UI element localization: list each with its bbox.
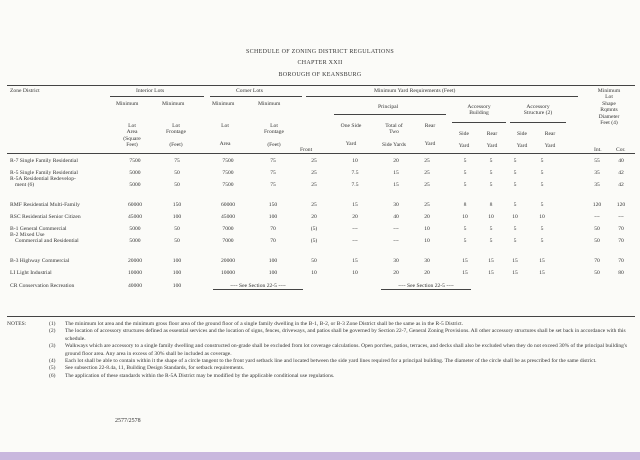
- table-cell: 100: [172, 283, 182, 289]
- header-min-lot-shape: Minimum Lot Shape Rqmnts Diameter Feet (4): [597, 88, 621, 127]
- table-cell: 15: [512, 270, 518, 276]
- table-cell: 25: [311, 158, 317, 164]
- table-cell: 25: [424, 170, 430, 176]
- table-cell: 7500: [222, 182, 234, 188]
- table-cell: 15: [352, 202, 358, 208]
- table-cell: 100: [268, 214, 278, 220]
- table-cell: 5: [540, 170, 544, 176]
- table-cell: 75: [270, 170, 276, 176]
- table-cell: 50: [174, 182, 180, 188]
- table-cell: 55: [594, 158, 600, 164]
- header-front: Front: [300, 147, 313, 153]
- table-cell: 70: [618, 226, 624, 232]
- table-cell: 70: [270, 226, 276, 232]
- note-3: (3) Walkways which are accessory to a single family dwelling and constructed on-grade shall be excluded from lot coverage calculations. Open porches, patios, terraces, and decks shall also be excluded when they do not exceed 30% of the principal building's ground floor area. Any area in excess of 30% shall be included as coverage.: [49, 343, 627, 357]
- table-cell: 10: [512, 214, 518, 220]
- table-cell: 75: [174, 158, 180, 164]
- table-cell: 20: [424, 270, 430, 276]
- table-cell: 100: [268, 258, 278, 264]
- table-cell: ---- See Section 22-5 ----: [381, 283, 471, 290]
- table-cell: ---: [594, 214, 600, 220]
- table-cell: 5: [489, 226, 493, 232]
- table-cell: 80: [618, 270, 624, 276]
- table-cell: 10: [424, 238, 430, 244]
- acc-building-underline: [452, 122, 506, 123]
- note-4: (4) Each lot shall be able to contain within it the shape of a circle tangent to the front yard setback line and located between the side yard lines required for a principal building. The diameter of the circle shall be as prescribed for the same district.: [49, 358, 597, 365]
- table-cell: 5: [489, 158, 493, 164]
- header-cl-minimum-frontage: Minimum: [258, 101, 281, 107]
- table-cell: 15: [539, 258, 545, 264]
- min-yard-underline: [306, 96, 578, 97]
- table-cell: 5: [513, 226, 517, 232]
- chapter-title: CHAPTER XXII: [297, 60, 343, 66]
- table-cell: 20000: [128, 258, 142, 264]
- table-cell: 10: [488, 214, 494, 220]
- header-il-minimum-frontage: Minimum: [162, 101, 185, 107]
- table-cell: 120: [616, 202, 626, 208]
- table-cell: 50: [311, 258, 317, 264]
- table-cell: 5000: [129, 182, 141, 188]
- table-cell: 20: [352, 214, 358, 220]
- table-cell: 75: [270, 182, 276, 188]
- header-interior-lots: Interior Lots: [136, 88, 165, 94]
- header-accessory-building: Accessory Building: [467, 104, 491, 117]
- table-cell: 5: [540, 238, 544, 244]
- table-cell: 15: [488, 258, 494, 264]
- table-cell: ---- See Section 22-5 ----: [213, 283, 303, 290]
- table-cell: 5: [513, 202, 517, 208]
- table-cell: 7500: [222, 158, 234, 164]
- zone-district-name: B-3 Highway Commercial: [10, 258, 70, 264]
- header-total-two-side-yards: Total of Two Side Yards: [382, 123, 406, 148]
- zone-district-name: B-2 Mixed Use Commercial and Residential: [10, 232, 79, 245]
- table-cell: 5: [463, 182, 467, 188]
- table-cell: ---: [352, 238, 358, 244]
- table-cell: 10: [424, 226, 430, 232]
- table-cell: 5: [489, 238, 493, 244]
- header-as-rear-yard: Rear Yard: [544, 131, 556, 150]
- zone-district-name: R-5A Residential Redevelop- ment (6): [10, 176, 76, 189]
- table-cell: 7.5: [351, 182, 359, 188]
- table-cell: 7.5: [351, 170, 359, 176]
- header-zone-district: Zone District: [10, 88, 40, 94]
- zone-district-name: CR Conservation Recreation: [10, 283, 75, 289]
- table-cell: 20: [393, 270, 399, 276]
- header-corner-lots: Corner Lots: [236, 88, 263, 94]
- table-cell: 150: [268, 202, 278, 208]
- table-cell: 45000: [221, 214, 235, 220]
- table-cell: 15: [539, 270, 545, 276]
- table-cell: 15: [393, 182, 399, 188]
- table-cell: (5): [310, 238, 318, 244]
- table-cell: 5000: [129, 170, 141, 176]
- table-cell: 100: [268, 270, 278, 276]
- table-cell: 5: [513, 158, 517, 164]
- table-cell: 10: [462, 214, 468, 220]
- table-cell: 15: [488, 270, 494, 276]
- table-cell: 50: [174, 238, 180, 244]
- table-bottom-rule: [7, 316, 635, 317]
- table-cell: 20000: [221, 258, 235, 264]
- table-cell: 5: [540, 226, 544, 232]
- table-cell: 30: [393, 202, 399, 208]
- table-cell: 5: [513, 182, 517, 188]
- table-cell: 100: [172, 214, 182, 220]
- table-cell: 25: [424, 182, 430, 188]
- table-cell: 15: [462, 270, 468, 276]
- zone-district-name: R-5 Single Family Residential: [10, 170, 78, 176]
- table-cell: 5: [463, 158, 467, 164]
- table-cell: 10000: [221, 270, 235, 276]
- table-cell: 40000: [128, 283, 142, 289]
- header-principal-rear-yard: Rear Yard: [424, 123, 436, 148]
- header-cl-minimum-area: Minimum: [212, 101, 235, 107]
- zone-district-name: R-7 Single Family Residential: [10, 158, 78, 164]
- table-cell: 100: [172, 270, 182, 276]
- table-cell: 40: [618, 158, 624, 164]
- table-cell: 5: [463, 170, 467, 176]
- table-cell: 8: [489, 202, 493, 208]
- table-cell: 120: [592, 202, 602, 208]
- table-cell: 45000: [128, 214, 142, 220]
- header-one-side-yard: One Side Yard: [340, 123, 362, 148]
- table-cell: 50: [174, 226, 180, 232]
- table-cell: 7000: [222, 226, 234, 232]
- top-rule: [7, 85, 635, 86]
- corner-lots-underline: [210, 96, 302, 97]
- table-cell: ---: [393, 226, 399, 232]
- note-1: NOTES: (1) The minimum lot area and the minimum gross floor area of the ground floor of a single family dwelling in the B-1, B-2, or B-3 Zone District shall be the same as in the R-5 District.: [7, 321, 464, 327]
- table-cell: 100: [172, 258, 182, 264]
- header-il-lot-area: Lot Area (Square Feet): [123, 123, 141, 149]
- table-cell: ---: [393, 238, 399, 244]
- table-cell: 70: [618, 258, 624, 264]
- zone-district-name: RMF Residential Multi-Family: [10, 202, 80, 208]
- acc-struct-underline: [510, 122, 566, 123]
- notes-label: NOTES:: [7, 321, 27, 327]
- interior-lots-underline: [110, 96, 204, 97]
- table-cell: ---: [618, 214, 624, 220]
- table-cell: 7500: [129, 158, 141, 164]
- table-cell: 5: [489, 170, 493, 176]
- zone-district-name: RSC Residential Senior Citizen: [10, 214, 81, 220]
- header-cl-lot-area: Lot Area: [219, 123, 231, 148]
- header-accessory-structure: Accessory Structure (2): [523, 104, 553, 117]
- table-cell: 40: [393, 214, 399, 220]
- table-cell: 50: [594, 238, 600, 244]
- header-bottom-rule: [7, 153, 635, 154]
- note-2: (2) The location of accessory structures defined as essential services and the location of signs, fences, driveways, and patios shall be governed by Section 22-7, General Zoning Provisions. All other accessory structures shall be set back in accordance with this schedule.: [49, 328, 626, 342]
- header-min-yard: Minimum Yard Requirements (Feet): [374, 88, 456, 94]
- header-cl-lot-frontage: Lot Frontage (Feet): [264, 123, 284, 148]
- note-5: (5) See subsection 22-8.4a, 11, Building Design Standards, for setback requirements.: [49, 365, 245, 372]
- notes-section: [7, 321, 635, 380]
- table-cell: 10: [311, 270, 317, 276]
- table-cell: 75: [270, 158, 276, 164]
- table-cell: 10: [352, 158, 358, 164]
- table-cell: 25: [424, 158, 430, 164]
- table-cell: 15: [512, 258, 518, 264]
- header-il-lot-frontage: Lot Frontage (Feet): [166, 123, 186, 148]
- table-cell: 20: [311, 214, 317, 220]
- table-cell: (5): [310, 226, 318, 232]
- table-cell: 5: [513, 170, 517, 176]
- table-cell: 25: [311, 170, 317, 176]
- table-cell: 5: [540, 158, 544, 164]
- table-cell: 150: [172, 202, 182, 208]
- table-cell: 10: [539, 214, 545, 220]
- table-cell: 10: [352, 270, 358, 276]
- header-as-side-yard: Side Yard: [516, 131, 528, 150]
- table-cell: 30: [393, 258, 399, 264]
- table-cell: 42: [618, 170, 624, 176]
- table-cell: 15: [393, 170, 399, 176]
- table-cell: 5000: [129, 238, 141, 244]
- table-cell: 7500: [222, 170, 234, 176]
- table-cell: 20: [393, 158, 399, 164]
- header-ab-rear-yard: Rear Yard: [486, 131, 498, 150]
- table-cell: 7000: [222, 238, 234, 244]
- table-cell: 70: [594, 258, 600, 264]
- table-cell: 20: [424, 214, 430, 220]
- table-cell: 15: [352, 258, 358, 264]
- table-cell: 5: [540, 182, 544, 188]
- table-cell: 60000: [221, 202, 235, 208]
- table-cell: 15: [462, 258, 468, 264]
- note-6: (6) The application of these standards within the R-5A District may be modified by the applicable conditional use regulations.: [49, 372, 335, 379]
- table-cell: 5: [463, 238, 467, 244]
- header-il-minimum-area: Minimum: [116, 101, 139, 107]
- table-cell: 50: [594, 226, 600, 232]
- table-cell: 42: [618, 182, 624, 188]
- zone-district-name: LI Light Industrial: [10, 270, 52, 276]
- principal-underline: [334, 114, 446, 115]
- borough-title: BOROUGH OF KEANSBURG: [278, 72, 362, 78]
- table-cell: 30: [424, 258, 430, 264]
- table-cell: 50: [594, 270, 600, 276]
- zone-district-name: B-1 General Commercial: [10, 226, 67, 232]
- header-shape-corner: Cor.: [616, 147, 626, 153]
- table-cell: 60000: [128, 202, 142, 208]
- table-cell: 8: [463, 202, 467, 208]
- header-ab-side-yard: Side Yard: [458, 131, 470, 150]
- table-cell: ---: [352, 226, 358, 232]
- table-cell: 5: [489, 182, 493, 188]
- table-cell: 70: [270, 238, 276, 244]
- schedule-title: SCHEDULE OF ZONING DISTRICT REGULATIONS: [246, 49, 394, 55]
- table-cell: 5000: [129, 226, 141, 232]
- table-cell: 50: [174, 170, 180, 176]
- table-cell: 70: [618, 238, 624, 244]
- table-cell: 25: [424, 202, 430, 208]
- header-shape-interior: Int.: [594, 147, 602, 153]
- table-cell: 35: [594, 170, 600, 176]
- scanner-edge-band: [0, 452, 640, 460]
- table-cell: 5: [540, 202, 544, 208]
- table-cell: 25: [311, 182, 317, 188]
- table-cell: 35: [594, 182, 600, 188]
- header-principal: Principal: [378, 104, 399, 110]
- table-cell: 10000: [128, 270, 142, 276]
- page-footer-code: 2577/2578: [115, 418, 141, 424]
- table-cell: 5: [463, 226, 467, 232]
- table-cell: 5: [513, 238, 517, 244]
- table-cell: 25: [311, 202, 317, 208]
